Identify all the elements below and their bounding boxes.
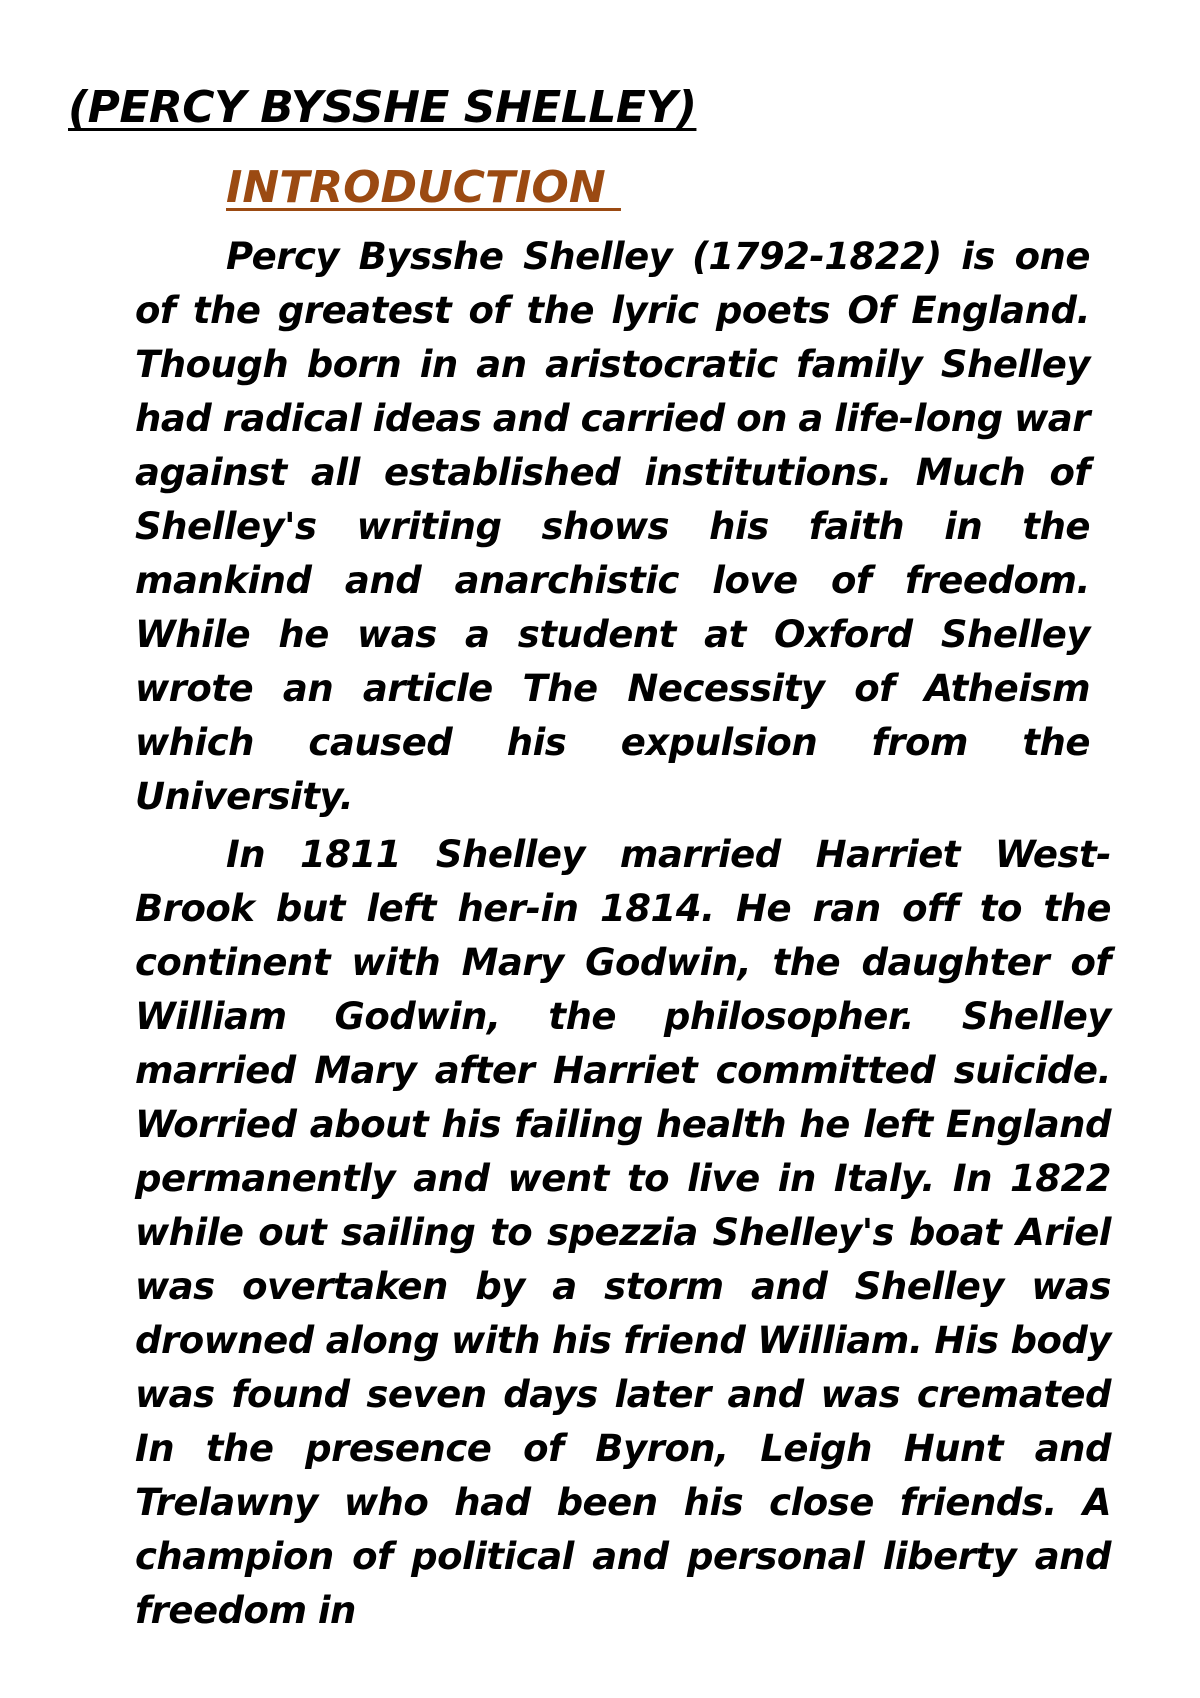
section-heading: INTRODUCTION: [226, 162, 621, 213]
paragraph-life: In 1811 Shelley married Harriet West-Brook but left her-in 1814. He ran off to the continent with Mary Godwin, the daughter of William Godwin, the philosopher. Shelley married Mary after Harriet committed suicide. Worried about his failing health he left England permanently and went to live in Italy. In 1822 while out sailing to spezzia Shelley's boat Ariel was overtaken by a storm and Shelley was drowned along with his friend William. His body was found seven days later and was cremated In the presence of Byron, Leigh Hunt and Trelawny who had been his close friends. A champion of political and personal liberty and freedom in: [135, 833, 1111, 1632]
page-title: (PERCY BYSSHE SHELLEY): [68, 82, 697, 133]
paragraph-intro: Percy Bysshe Shelley (1792-1822) is one of the greatest of the lyric poets Of England. Though born in an aristocratic family Shelley had radical ideas and carried on a life-long war against all established institutions. Much of Shelley's writing shows his faith in the mankind and anarchistic love of freedom. While he was a student at Oxford Shelley wrote an article The Necessity of Atheism which caused his expulsion from the University.: [135, 235, 1090, 818]
